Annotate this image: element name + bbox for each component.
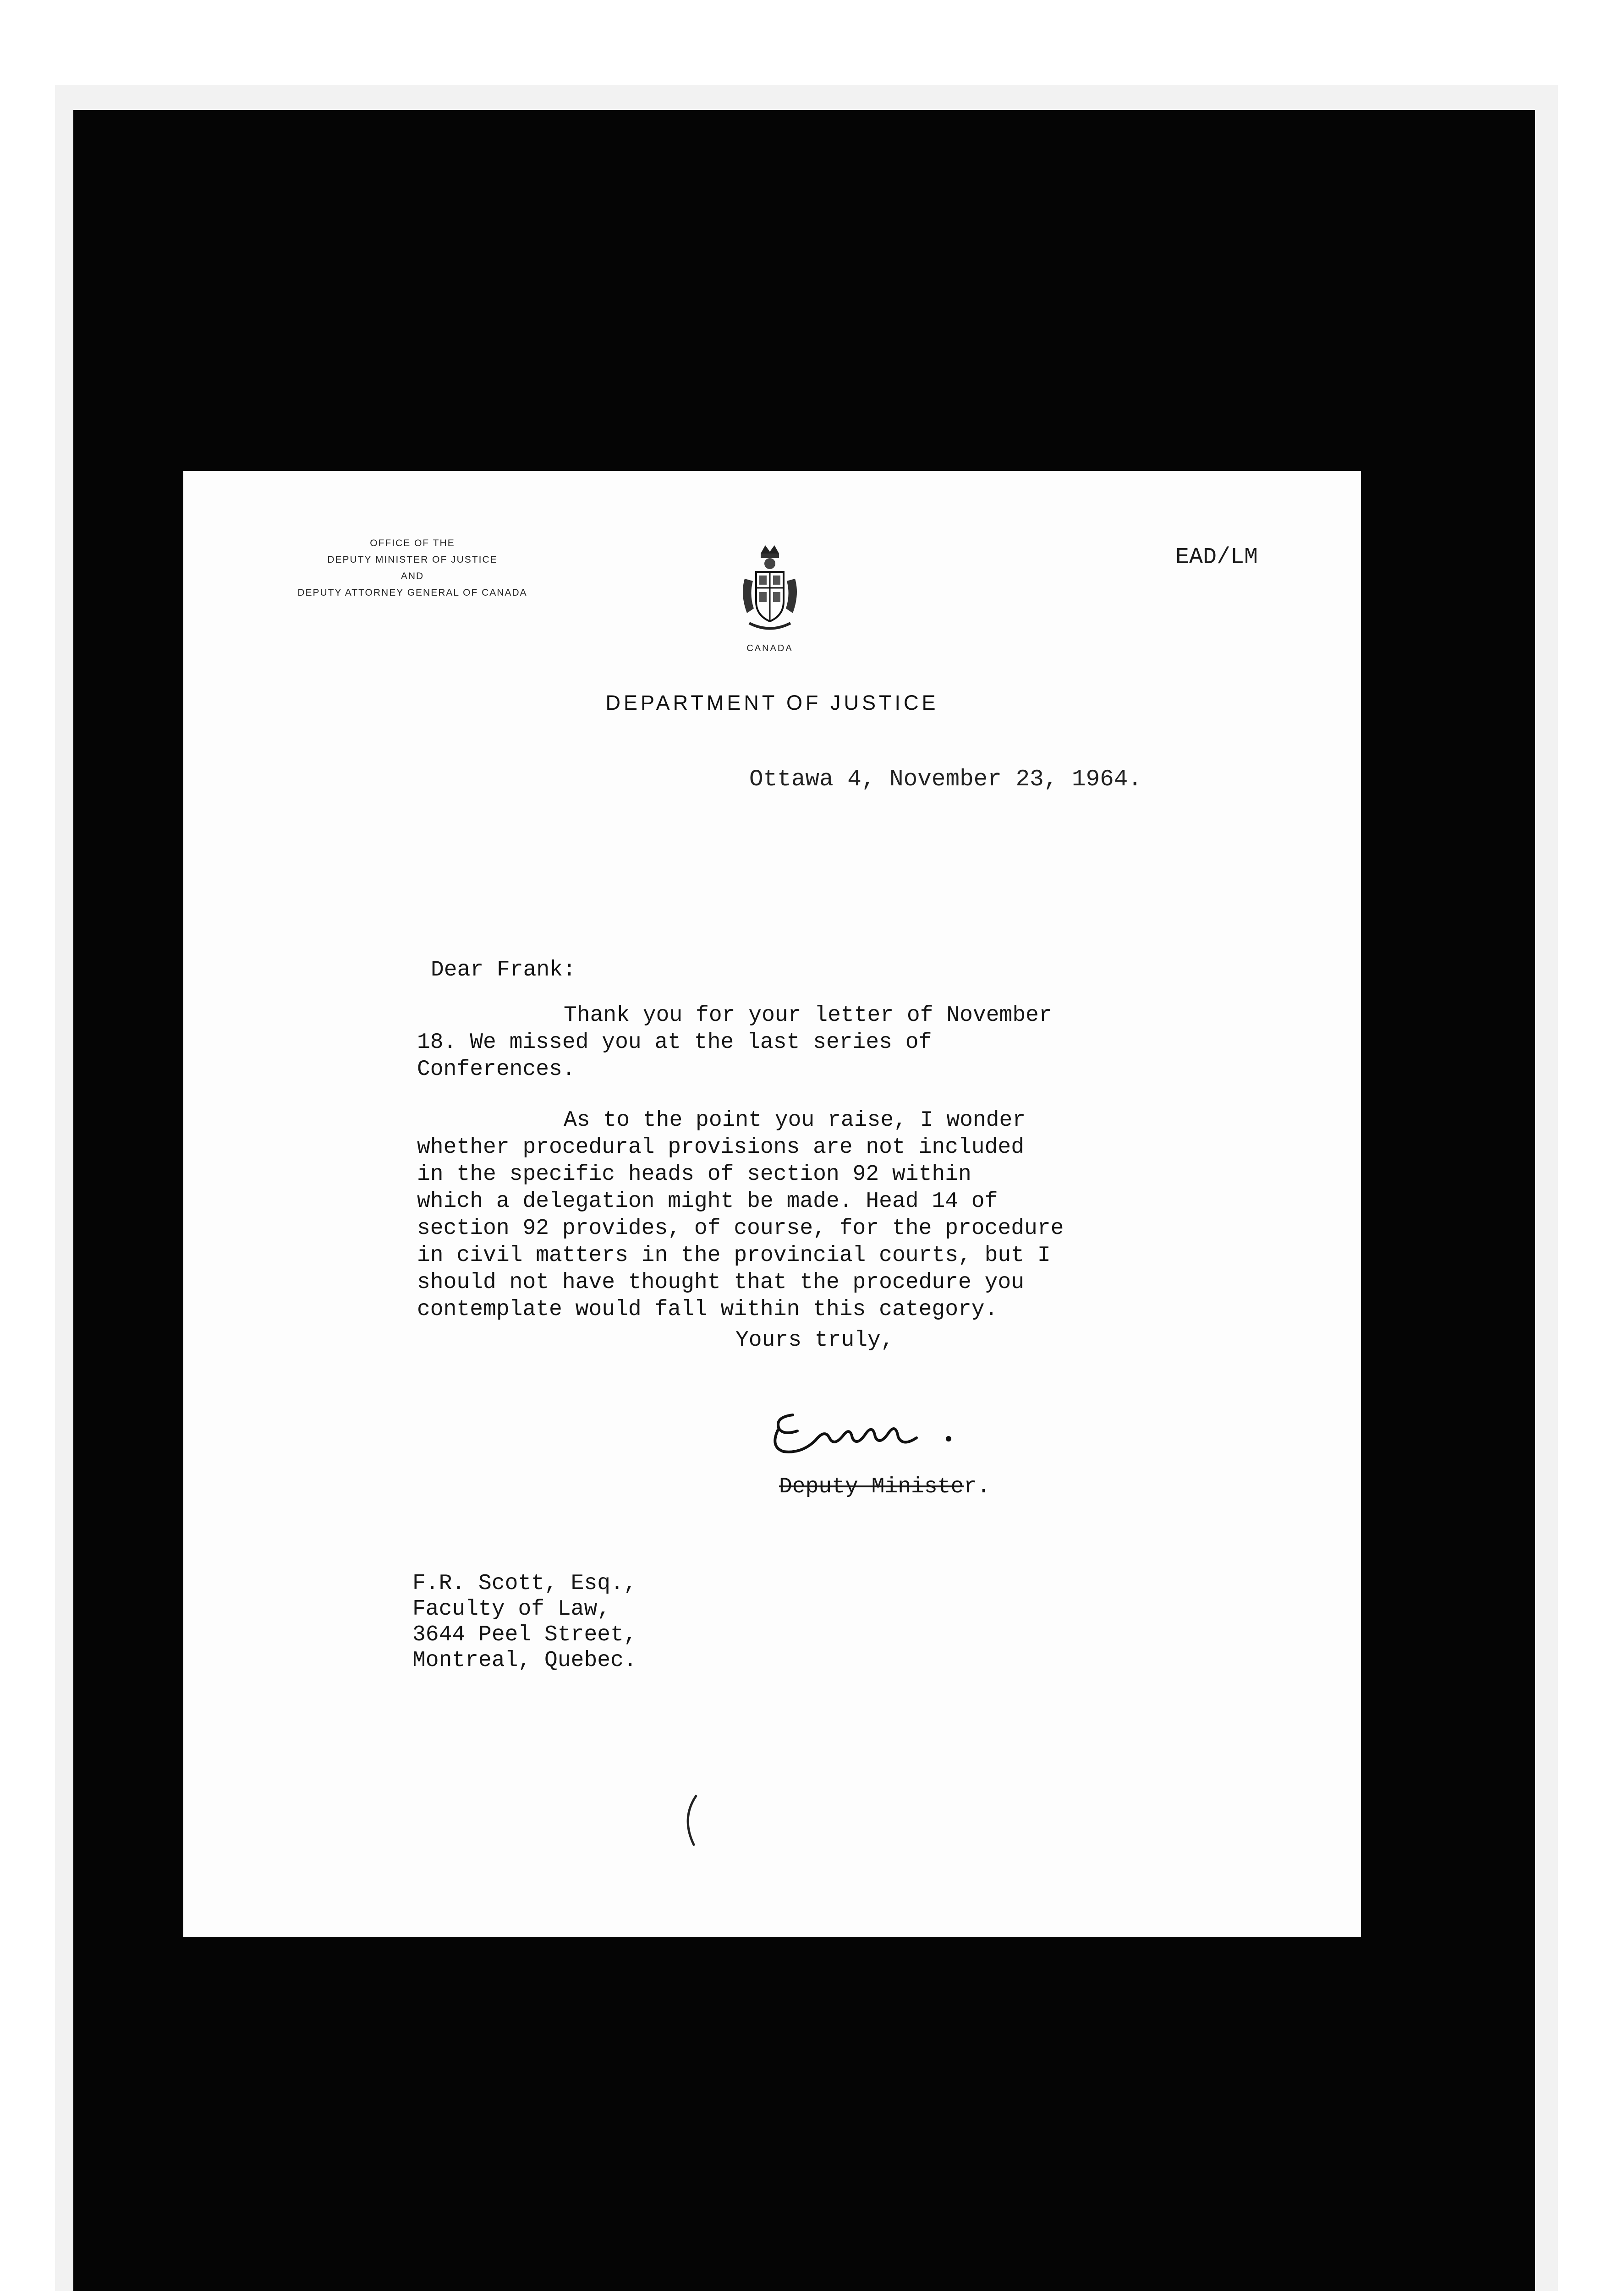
letter-page [183,471,1361,1937]
signatory-title [779,1474,990,1499]
paragraph: Thank you for your letter of November 18. We missed you at the last series of Conferences. [417,1003,1052,1082]
letter-date: Ottawa 4, November 23, 1964. [749,767,1142,793]
salutation: Dear Frank: [431,958,576,982]
letterhead-office [229,535,596,601]
department-name: DEPARTMENT OF JUSTICE [605,691,939,714]
reference-code: EAD/LM [1175,544,1258,570]
crest-caption: CANADA [746,643,793,653]
title-end: r. [964,1474,990,1499]
letter-body [417,957,1196,1347]
closing: Yours truly, [735,1328,894,1353]
recipient-address: F.R. Scott, Esq., Faculty of Law, 3644 Peel Street, Montreal, Quebec. [412,1571,637,1673]
pencil-mark [678,1791,706,1850]
coat-of-arms [729,540,811,654]
struck-title: Deputy Ministe [779,1474,964,1499]
office-line: OFFICE OF THE [370,538,455,548]
handwritten-signature [765,1397,976,1463]
office-line: DEPUTY MINISTER OF JUSTICE [327,554,498,565]
paragraph: As to the point you raise, I wonder whether procedural provisions are not included in the specific heads of section 92 within which a delegation might be made. Head 14 of section 92 provides, of course, for the procedure in civil matters in the provincial courts, but I should not have thought that the procedure you contemplate would fall within this category. [417,1108,1064,1322]
office-line: DEPUTY ATTORNEY GENERAL OF CANADA [297,587,527,598]
office-line: AND [401,571,424,581]
coat-of-arms-icon [735,540,804,641]
